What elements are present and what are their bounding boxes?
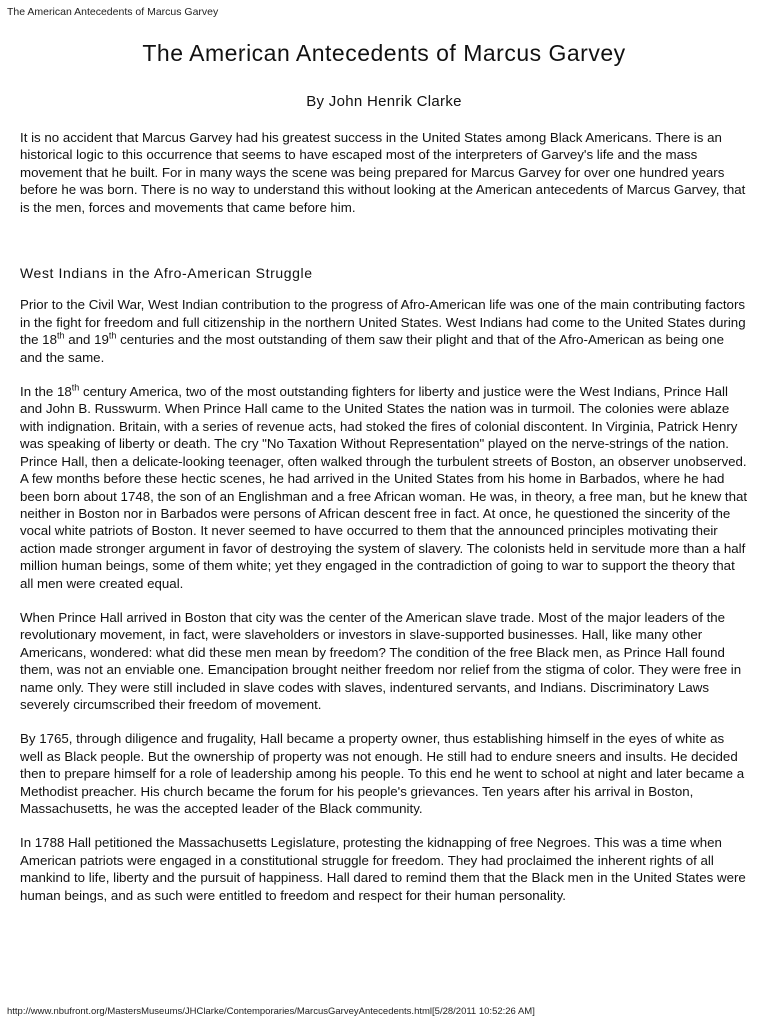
intro-paragraph: It is no accident that Marcus Garvey had his greatest success in the United States among Black Americans. There is an historical logic to this occurrence that seems to have escaped most of the interpreters of Garvey's life and the mass movement that he built. For in many ways the scene was being prepared for Marcus Garvey for over one hundred years before he was born. There is no way to understand this without looking at the American antecedents of Marcus Garvey, that is the men, forces and movements that came before him. — [20, 130, 746, 215]
paragraph-2-part-b: century America, two of the most outstanding fighters for liberty and justice were the West Indians, Prince Hall and John B. Russwurm. When Prince Hall came to the United States the nation was in turmoil. The colonies were ablaze with indignation. Britain, with a series of revenue acts, had stoked the fires of colonial discontent. In Virginia, Patrick Henry was speaking of liberty or death. The cry "No Taxation Without Representation" played on the nerve-strings of the nation. Prince Hall, then a delicate-looking teenager, often walked through the turbulent streets of Boston, an observer unobserved. A few months before these hectic scenes, he had arrived in the United States from his home in Barbados, where he had been born about 1748, the son of an Englishman and a free African woman. He was, in theory, a free man, but he knew that neither in Boston nor in Barbados were persons of African descent free in fact. At once, he questioned the sincerity of the vocal white patriots of Boston. It never seemed to have occurred to them that the announced principles motivating their action made stronger argument in favor of destroying the system of slavery. The colonists held in servitude more than a half million human beings, some of them white; yet they engaged in the contradiction of going to war to support the theory that all men were created equal. — [20, 384, 748, 591]
paragraph-4: By 1765, through diligence and frugality, Hall became a property owner, thus establishing himself in the eyes of white as well as Black people. But the ownership of property was not enough. He still had to endure sneers and insults. He decided then to prepare himself for a role of leadership among his people. To this end he went to school at night and later became a Methodist preacher. His church became the forum for his people's grievances. Ten years after his arrival in Boston, Massachusetts, he was the accepted leader of the Black community. — [20, 731, 745, 816]
paragraph-1-part-c: centuries and the most outstanding of them saw their plight and that of the Afro-American as being one and the same. — [20, 332, 724, 365]
page-title: The American Antecedents of Marcus Garvey — [142, 40, 626, 66]
print-footer-url: http://www.nbufront.org/MastersMuseums/JHClarke/Contemporaries/MarcusGarveyAntecedents.html[5/28/2011 10:52:26 AM] — [7, 1006, 535, 1017]
paragraph-1-part-a: Prior to the Civil War, West Indian contribution to the progress of Afro-American life was one of the main contributing factors in the fight for freedom and full citizenship in the northern United States. West Indians had come to the United States during the 18 — [20, 297, 746, 348]
section-heading: West Indians in the Afro-American Struggle — [20, 265, 313, 282]
superscript-th: th — [108, 330, 117, 341]
print-header-title: The American Antecedents of Marcus Garvey — [7, 6, 219, 18]
paragraph-5: In 1788 Hall petitioned the Massachusetts Legislature, protesting the kidnapping of free Negroes. This was a time when American patriots were engaged in a constitutional struggle for freedom. They had proclaimed the inherent rights of all mankind to life, liberty and the pursuit of happiness. Hall dared to remind them that the Black men in the United States were human beings, and as such were entitled to freedom and respect for their human personality. — [20, 835, 746, 903]
paragraph-2-part-a: In the 18 — [20, 384, 72, 400]
article-body — [20, 129, 748, 904]
paragraph-3: When Prince Hall arrived in Boston that city was the center of the American slave trade. Most of the major leaders of the revolutionary movement, in fact, were slaveholders or investors in slave-supported businesses. Hall, like many other Americans, wondered: what did these men mean by freedom? The condition of the free Black men, as Prince Hall found them, was not an enviable one. Emancipation brought neither freedom nor relief from the stigma of color. They were free in name only. They were still included in slave codes with slaves, indentured servants, and Indians. Discriminatory Laws severely circumscribed their freedom of movement. — [20, 609, 742, 712]
paragraph-1-part-b: and 19 — [64, 332, 109, 348]
superscript-th: th — [56, 330, 65, 341]
paragraph-2 — [20, 383, 748, 592]
paragraph-1 — [20, 296, 748, 366]
byline: By John Henrik Clarke — [306, 93, 462, 110]
superscript-th: th — [71, 382, 80, 393]
